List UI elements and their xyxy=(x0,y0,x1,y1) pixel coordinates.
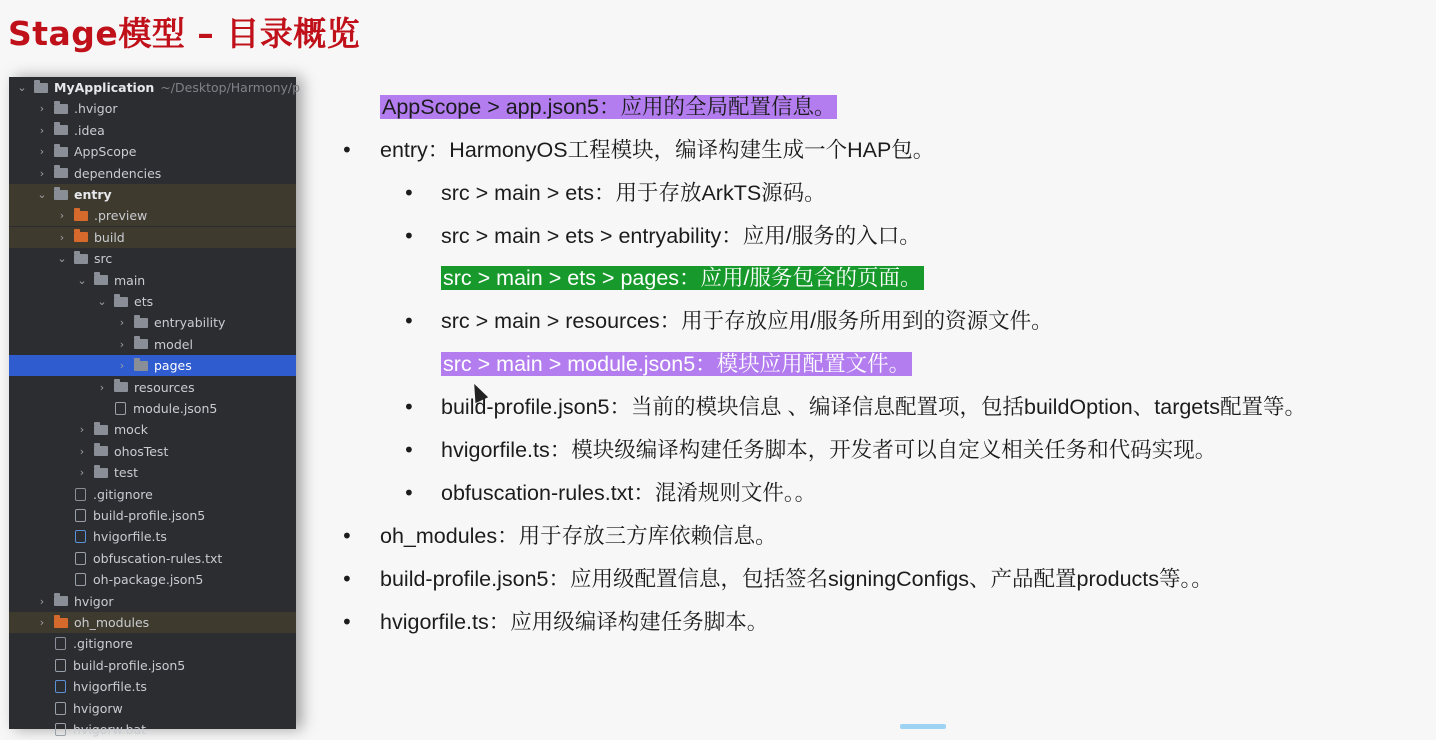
list-item xyxy=(380,133,934,167)
chevron-right-icon[interactable]: › xyxy=(59,230,65,244)
folder-icon xyxy=(54,104,68,114)
tree-item-label: src xyxy=(94,251,113,267)
tree-item-test[interactable] xyxy=(9,462,296,483)
folder-icon xyxy=(134,318,148,328)
folder-icon xyxy=(114,382,128,392)
tree-item-label: .idea xyxy=(74,122,105,138)
tree-item-build[interactable] xyxy=(9,227,296,248)
item-text: build-profile.json5：应用级配置信息，包括签名signingConfigs、产品配置products等。。 xyxy=(380,567,1213,591)
chevron-down-icon[interactable]: ⌄ xyxy=(37,188,47,201)
tree-item-label: ets xyxy=(134,294,154,309)
tree-item-label: build xyxy=(94,229,125,245)
project-path: ~/Desktop/Harmony/p xyxy=(160,80,301,95)
tree-item-entry[interactable] xyxy=(9,184,296,205)
tree-item-build-profile-json5[interactable] xyxy=(9,655,296,676)
bullet-marker: • xyxy=(403,181,415,205)
list-item xyxy=(380,605,768,639)
file-icon xyxy=(75,509,86,522)
bullet-marker: • xyxy=(403,438,415,462)
tree-item-label: ohosTest xyxy=(114,443,169,459)
tree-item-src[interactable] xyxy=(9,248,296,269)
highlighted-text: src > main > ets > pages：应用/服务包含的页面。 xyxy=(443,266,922,290)
bullet-marker: • xyxy=(403,395,415,419)
tree-item-ohostest[interactable] xyxy=(9,441,296,462)
list-item xyxy=(441,261,924,295)
tree-item-label: pages xyxy=(154,358,192,374)
tree-item-obfuscation-rules-txt[interactable] xyxy=(9,548,296,569)
file-icon xyxy=(55,723,66,736)
list-item xyxy=(441,347,912,381)
bullet-marker: • xyxy=(341,567,353,591)
tree-item-label: .gitignore xyxy=(73,636,133,652)
tree-item-hvigorw[interactable] xyxy=(9,698,296,719)
tree-item-label: main xyxy=(114,272,146,288)
chevron-right-icon[interactable]: › xyxy=(79,466,85,480)
tree-item-label: hvigorfile.ts xyxy=(93,529,167,545)
video-progress-marker xyxy=(900,724,946,729)
tree-item-label: resources xyxy=(134,379,195,395)
tree-item-oh-modules[interactable] xyxy=(9,612,296,633)
chevron-right-icon[interactable]: › xyxy=(119,337,125,351)
folder-icon xyxy=(134,361,148,371)
chevron-right-icon[interactable]: › xyxy=(39,166,45,180)
item-text: src > main > resources：用于存放应用/服务所用到的资源文件。 xyxy=(441,309,1053,333)
tree-item-label: entryability xyxy=(154,315,226,331)
folder-icon xyxy=(54,125,68,135)
tree-item-gitignore[interactable] xyxy=(9,633,296,654)
list-item xyxy=(380,562,1213,596)
tree-item-label: hvigorfile.ts xyxy=(73,679,147,695)
tree-item-entryability[interactable] xyxy=(9,312,296,333)
folder-icon xyxy=(54,596,68,606)
folder-icon xyxy=(114,297,128,307)
folder-icon xyxy=(94,468,108,478)
file-icon xyxy=(115,402,126,415)
tree-item-model[interactable] xyxy=(9,334,296,355)
tree-item-oh-package-json5[interactable] xyxy=(9,569,296,590)
tree-item-label: MyApplication xyxy=(54,80,155,95)
tree-item-gitignore[interactable] xyxy=(9,484,296,505)
item-text: hvigorfile.ts：应用级编译构建任务脚本。 xyxy=(380,610,769,634)
chevron-down-icon[interactable]: ⌄ xyxy=(97,295,107,308)
tree-item-hvigorfile-ts[interactable] xyxy=(9,526,296,547)
tree-item-label: oh-package.json5 xyxy=(93,572,204,588)
tree-item-ets[interactable] xyxy=(9,291,296,312)
tree-item-appscope[interactable] xyxy=(9,141,296,162)
bullet-marker: • xyxy=(341,524,353,548)
project-tree-panel[interactable] xyxy=(9,77,301,737)
item-text: obfuscation-rules.txt：混淆规则文件。。 xyxy=(441,481,817,505)
chevron-right-icon[interactable]: › xyxy=(79,444,85,458)
folder-icon xyxy=(134,339,148,349)
tree-item-hvigorw-bat[interactable] xyxy=(9,719,296,740)
highlighted-text: src > main > module.json5：模块应用配置文件。 xyxy=(443,352,911,376)
list-item xyxy=(441,176,826,210)
tree-item-hvigor[interactable] xyxy=(9,591,296,612)
tree-item-resources[interactable] xyxy=(9,377,296,398)
tree-item-label: hvigorw xyxy=(73,700,123,716)
chevron-right-icon[interactable]: › xyxy=(59,209,65,223)
bullet-marker: • xyxy=(341,138,353,162)
list-item xyxy=(441,219,921,253)
tree-item-label: hvigor xyxy=(74,593,114,609)
highlighted-text: AppScope > app.json5：应用的全局配置信息。 xyxy=(382,95,836,119)
folder-icon xyxy=(74,232,88,242)
tree-item-myapplication[interactable] xyxy=(9,77,301,98)
tree-item-preview[interactable] xyxy=(9,205,296,226)
tree-item-label: .gitignore xyxy=(93,486,153,502)
folder-icon xyxy=(54,190,68,200)
file-icon xyxy=(55,659,66,672)
chevron-right-icon[interactable]: › xyxy=(39,594,45,608)
list-item xyxy=(441,390,1306,424)
chevron-right-icon[interactable]: › xyxy=(119,316,125,330)
tree-item-label: mock xyxy=(114,422,148,438)
folder-icon xyxy=(94,425,108,435)
file-icon xyxy=(55,680,66,693)
bullet-marker: • xyxy=(403,481,415,505)
tree-item-hvigor[interactable] xyxy=(9,98,296,119)
item-text: src > main > ets：用于存放ArkTS源码。 xyxy=(441,181,826,205)
bullet-marker: • xyxy=(341,610,353,634)
folder-icon xyxy=(34,83,48,93)
tree-item-main[interactable] xyxy=(9,270,296,291)
folder-icon xyxy=(74,254,88,264)
tree-item-dependencies[interactable] xyxy=(9,163,296,184)
folder-icon xyxy=(54,147,68,157)
chevron-right-icon[interactable]: › xyxy=(39,123,45,137)
folder-icon xyxy=(94,275,108,285)
chevron-right-icon[interactable]: › xyxy=(99,380,105,394)
chevron-down-icon[interactable]: ⌄ xyxy=(17,81,27,94)
list-item xyxy=(441,433,1216,467)
chevron-right-icon[interactable]: › xyxy=(39,145,45,159)
tree-item-pages[interactable] xyxy=(9,355,296,376)
tree-item-module-json5[interactable] xyxy=(9,398,296,419)
file-icon xyxy=(75,573,86,586)
file-icon xyxy=(75,530,86,543)
item-text: build-profile.json5：当前的模块信息 、编译信息配置项，包括buildOption、targets配置等。 xyxy=(441,395,1306,419)
item-text: src > main > ets > entryability：应用/服务的入口。 xyxy=(441,224,921,248)
tree-item-label: oh_modules xyxy=(74,615,150,630)
item-text: hvigorfile.ts：模块级编译构建任务脚本，开发者可以自定义相关任务和代码实现。 xyxy=(441,438,1217,462)
tree-item-build-profile-json5[interactable] xyxy=(9,505,296,526)
tree-item-label: .hvigor xyxy=(74,101,118,117)
chevron-right-icon[interactable]: › xyxy=(39,616,45,629)
chevron-right-icon[interactable]: › xyxy=(39,102,45,116)
tree-item-label: test xyxy=(114,465,139,481)
chevron-right-icon[interactable]: › xyxy=(79,423,85,437)
tree-item-mock[interactable] xyxy=(9,419,296,440)
tree-item-label: entry xyxy=(74,187,112,202)
tree-item-label: module.json5 xyxy=(133,401,218,416)
list-item xyxy=(441,304,1053,338)
folder-icon xyxy=(54,168,68,178)
folder-icon xyxy=(74,211,88,221)
tree-item-label: build-profile.json5 xyxy=(73,657,186,673)
tree-item-label: build-profile.json5 xyxy=(93,508,206,523)
tree-item-label: dependencies xyxy=(74,165,162,181)
folder-icon xyxy=(94,446,108,456)
folder-icon xyxy=(54,618,68,628)
list-item xyxy=(441,476,816,510)
tree-item-hvigorfile-ts[interactable] xyxy=(9,676,296,697)
item-text: oh_modules：用于存放三方库依赖信息。 xyxy=(380,524,777,548)
tree-item-idea[interactable] xyxy=(9,120,296,141)
item-text: entry：HarmonyOS工程模块，编译构建生成一个HAP包。 xyxy=(380,138,935,162)
chevron-down-icon[interactable]: ⌄ xyxy=(57,252,67,266)
list-item xyxy=(380,519,777,553)
file-icon xyxy=(55,637,66,650)
tree-item-label: AppScope xyxy=(74,144,137,160)
list-item xyxy=(380,90,837,124)
tree-item-label: .preview xyxy=(94,208,148,224)
chevron-right-icon[interactable]: › xyxy=(119,359,125,373)
chevron-down-icon[interactable]: ⌄ xyxy=(77,273,87,287)
tree-item-label: obfuscation-rules.txt xyxy=(93,550,223,566)
tree-item-label: hvigorw.bat xyxy=(73,722,147,737)
tree-item-label: model xyxy=(154,336,193,352)
bullet-marker: • xyxy=(403,224,415,248)
file-icon xyxy=(55,702,66,715)
bullet-marker: • xyxy=(403,309,415,333)
slide-title: Stage模型 – 目录概览 xyxy=(8,14,361,53)
file-icon xyxy=(75,488,86,501)
file-icon xyxy=(75,552,86,565)
